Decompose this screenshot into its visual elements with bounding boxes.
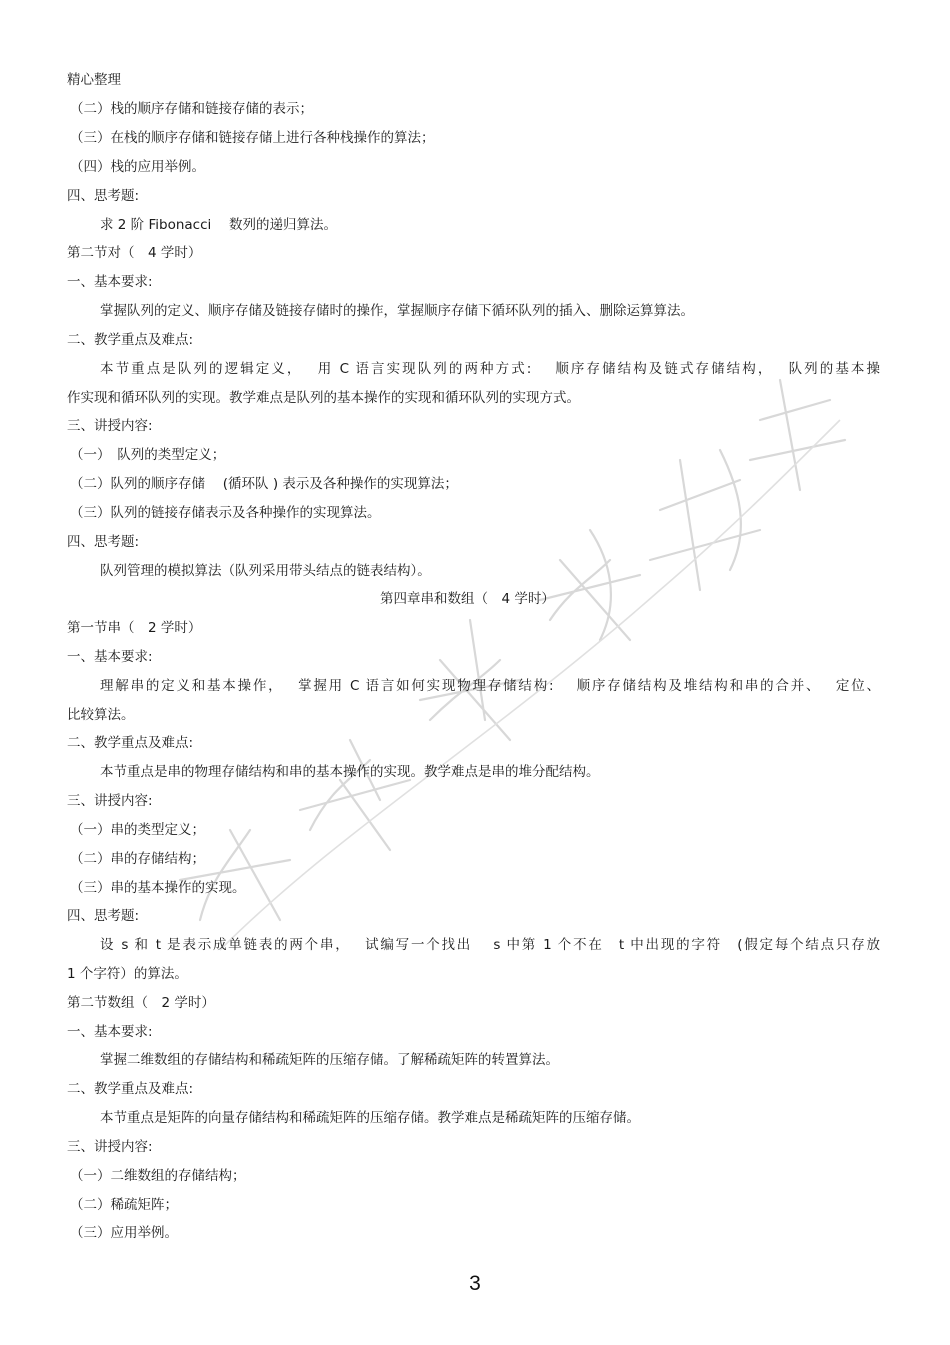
text-line: 求 2 阶 Fibonacci 数列的递归算法。	[100, 217, 338, 233]
text-line: （三）队列的链接存储表示及各种操作的实现算法。	[70, 505, 381, 521]
text-line: （二）串的存储结构；	[70, 851, 205, 867]
chapter-title: 第四章串和数组（ 4 学时）	[380, 591, 555, 607]
text-line: （二）稀疏矩阵；	[70, 1197, 178, 1213]
section-title: 第一节串（ 2 学时）	[67, 620, 202, 636]
text-line: 设 s 和 t 是表示成单链表的两个串， 试编写一个找出 s 中第 1 个不在 t 中出现的字符 (假定每个结点只存放	[100, 937, 880, 953]
text-line: 本节重点是串的物理存储结构和串的基本操作的实现。教学难点是串的堆分配结构。	[100, 764, 600, 780]
section-heading: 四、思考题:	[67, 188, 140, 204]
text-line: 理解串的定义和基本操作， 掌握用 C 语言如何实现物理存储结构: 顺序存储结构及堆结构和串的合并、 定位、	[100, 678, 880, 694]
header-title: 精心整理	[67, 72, 121, 88]
text-line: （一）二维数组的存储结构；	[70, 1168, 246, 1184]
text-line: （一） 队列的类型定义；	[70, 447, 226, 463]
text-line: （三）在栈的顺序存储和链接存储上进行各种栈操作的算法；	[70, 130, 435, 146]
section-heading: 四、思考题:	[67, 534, 140, 550]
section-heading: 一、基本要求:	[67, 1024, 153, 1040]
text-line: 作实现和循环队列的实现。教学难点是队列的基本操作的实现和循环队列的实现方式。	[67, 390, 580, 406]
text-line: 掌握队列的定义、顺序存储及链接存储时的操作，掌握顺序存储下循环队列的插入、删除运算算法。	[100, 303, 694, 319]
section-heading: 二、教学重点及难点:	[67, 332, 194, 348]
text-line: 本节重点是矩阵的向量存储结构和稀疏矩阵的压缩存储。教学难点是稀疏矩阵的压缩存储。	[100, 1110, 640, 1126]
section-heading: 三、讲授内容:	[67, 793, 153, 809]
text-line: （二）队列的顺序存储 (循环队 ) 表示及各种操作的实现算法；	[70, 476, 458, 492]
section-title: 第二节对（ 4 学时）	[67, 245, 202, 261]
section-title: 第二节数组（ 2 学时）	[67, 995, 215, 1011]
text-line: 1 个字符）的算法。	[67, 966, 188, 982]
text-line: （三）应用举例。	[70, 1225, 178, 1241]
text-line: 队列管理的模拟算法（队列采用带头结点的链表结构）。	[100, 563, 431, 579]
text-line: 比较算法。	[67, 707, 135, 723]
section-heading: 一、基本要求:	[67, 649, 153, 665]
text-line: （四）栈的应用举例。	[70, 159, 205, 175]
section-heading: 二、教学重点及难点:	[67, 1081, 194, 1097]
section-heading: 三、讲授内容:	[67, 418, 153, 434]
section-heading: 二、教学重点及难点:	[67, 735, 194, 751]
text-line: 本节重点是队列的逻辑定义， 用 C 语言实现队列的两种方式: 顺序存储结构及链式存储结构， 队列的基本操	[100, 361, 880, 377]
section-heading: 一、基本要求:	[67, 274, 153, 290]
text-line: （一）串的类型定义；	[70, 822, 205, 838]
page-number: 3	[469, 1272, 481, 1295]
section-heading: 三、讲授内容:	[67, 1139, 153, 1155]
section-heading: 四、思考题:	[67, 908, 140, 924]
text-line: 掌握二维数组的存储结构和稀疏矩阵的压缩存储。了解稀疏矩阵的转置算法。	[100, 1052, 559, 1068]
text-line: （二）栈的顺序存储和链接存储的表示；	[70, 101, 313, 117]
text-line: （三）串的基本操作的实现。	[70, 880, 246, 896]
